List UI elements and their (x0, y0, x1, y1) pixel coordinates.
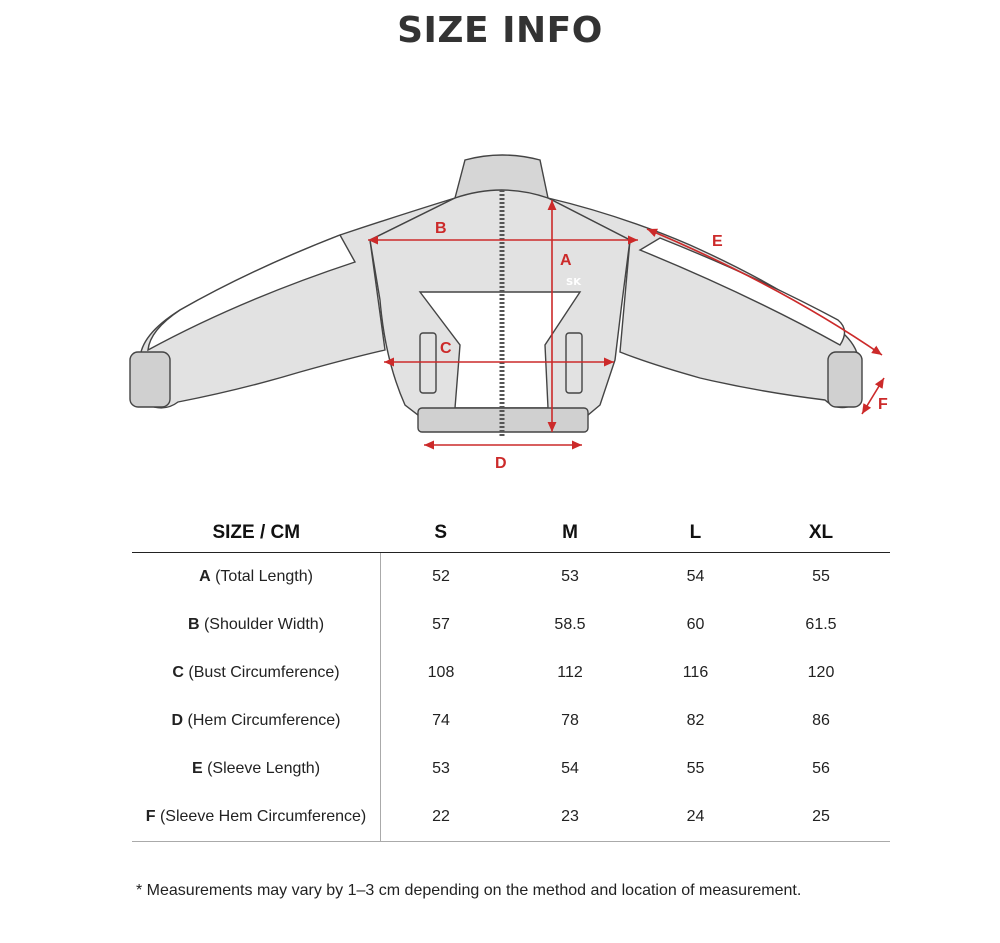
measure-description: (Sleeve Length) (202, 760, 321, 777)
table-cell: 55 (812, 568, 830, 585)
table-row (132, 745, 890, 793)
table-cell: 54 (686, 568, 705, 585)
table-cell: 120 (807, 664, 835, 681)
table-cell: 78 (561, 712, 579, 729)
measure-code: B (187, 616, 200, 633)
measure-description: (Hem Circumference) (183, 712, 341, 729)
table-cell: 61.5 (805, 616, 837, 633)
table-cell: 58.5 (554, 616, 586, 633)
table-cell: 82 (686, 712, 705, 729)
table-cell: 60 (686, 616, 705, 633)
table-cell: 86 (812, 712, 830, 729)
table-header-row (132, 514, 890, 553)
table-cell: 24 (639, 793, 752, 842)
table-row (132, 793, 890, 842)
table-cell: 52 (432, 568, 450, 585)
table-row (132, 649, 890, 697)
row-label (132, 553, 381, 602)
measure-description: (Sleeve Hem Circumference) (155, 808, 367, 825)
table-header-cell: SIZE / CM (132, 514, 381, 553)
table-cell: 55 (686, 760, 705, 777)
jacket-measurement-diagram (120, 150, 900, 480)
size-table (132, 514, 890, 842)
right-pocket (566, 333, 582, 393)
measurement-note: * Measurements may vary by 1–3 cm depending on the method and location of measurement. (136, 882, 802, 899)
jacket-illustration (130, 155, 862, 432)
left-cuff (130, 352, 170, 407)
table-header-cell: L (639, 514, 752, 553)
measure-label-d: D (495, 455, 507, 472)
table-cell: 25 (752, 793, 890, 842)
measure-label-e: E (712, 233, 723, 250)
table-cell: 54 (561, 760, 579, 777)
table-header-cell: XL (752, 514, 890, 553)
chest-logo: SK (566, 277, 581, 288)
table-cell: 53 (432, 760, 450, 777)
measure-label-c: C (440, 340, 452, 357)
right-cuff (828, 352, 862, 407)
table-row (132, 697, 890, 745)
table-cell: 116 (682, 664, 709, 681)
table-cell: 56 (812, 760, 830, 777)
measure-code: F (145, 808, 156, 825)
table-cell: 74 (432, 712, 450, 729)
row-label (132, 745, 381, 793)
page-title: SIZE INFO (397, 10, 603, 51)
measure-description: (Bust Circumference) (183, 664, 340, 681)
measure-label-b: B (435, 220, 447, 237)
table-row (132, 601, 890, 649)
measure-description: (Total Length) (210, 568, 313, 585)
row-label (132, 649, 381, 697)
row-label (132, 793, 381, 842)
table-cell: 112 (557, 664, 583, 681)
table-cell: 22 (381, 793, 502, 842)
table-cell: 108 (427, 664, 455, 681)
row-label (132, 601, 381, 649)
measure-code: D (171, 712, 184, 729)
table-cell: 57 (432, 616, 450, 633)
left-pocket (420, 333, 436, 393)
measure-label-a: A (560, 252, 572, 269)
row-label (132, 697, 381, 745)
measure-description: (Shoulder Width) (199, 616, 325, 633)
measure-label-f: F (878, 396, 888, 413)
measure-code: E (191, 760, 203, 777)
table-header-cell: M (501, 514, 639, 553)
measure-code: A (199, 568, 211, 585)
table-header-cell: S (381, 514, 502, 553)
table-cell: 23 (501, 793, 639, 842)
table-cell: 53 (561, 568, 579, 585)
table-row (132, 553, 890, 602)
measure-code: C (172, 664, 184, 681)
